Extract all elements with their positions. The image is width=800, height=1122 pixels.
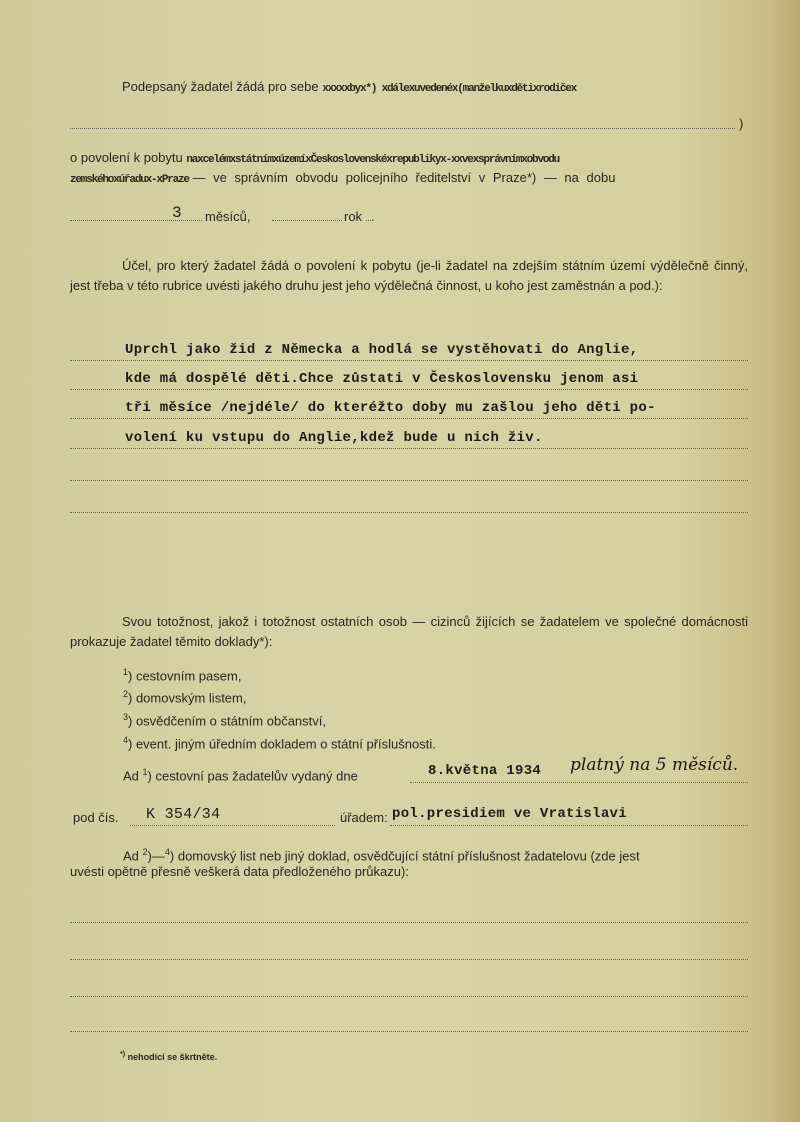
months-label: měsíců, [205, 209, 251, 224]
dotted-line [130, 825, 335, 826]
dotted-line [70, 360, 748, 361]
doc-item: $^2$) domovským listem, [123, 689, 247, 706]
struck-text: naxcelémxstátnímxúzemíxČeskoslovenskéxrepublikyx-xxvexsprávnímxobvodu [186, 154, 560, 166]
doc-item: $^3$) osvědčením o státním občanství, [123, 712, 326, 729]
dotted-line [70, 959, 748, 960]
domicile-label-2: uvésti opětně přesně veškerá data předloženého průkazu): [70, 864, 409, 879]
passport-number: K 354/34 [146, 806, 221, 823]
permit-line-2 [70, 170, 615, 186]
dotted-line [70, 448, 748, 449]
passport-date: 8.května 1934 [428, 763, 542, 779]
months-value: 3 [172, 204, 182, 222]
purpose-line: volení ku vstupu do Anglie,kdež bude u nich živ. [125, 430, 543, 446]
purpose-line: Uprchl jako žid z Německa a hodlá se vystěhovati do Anglie, [125, 342, 639, 358]
dotted-line [70, 220, 202, 221]
dotted-line [70, 480, 748, 481]
paren: ) [739, 116, 744, 131]
dotted-line [390, 825, 748, 826]
domicile-label: Ad $^2$)—$^4$) domovský list neb jiný doklad, osvědčující státní příslušnost žadatelovu (zde jest [123, 847, 640, 864]
identity-label: Svou totožnost, jakož i totožnost ostatních osob — cizinců žijících se žadatelem ve společné domácnosti prokazuje žadatel těmito doklady*): [70, 614, 748, 649]
dotted-line [410, 782, 748, 783]
period: . [371, 209, 375, 224]
permit-line [70, 150, 559, 166]
dotted-line [70, 512, 748, 513]
dotted-line [70, 996, 748, 997]
dotted-line [70, 922, 748, 923]
dotted-line [70, 418, 748, 419]
applicant-label: Podepsaný žadatel žádá pro sebe [122, 79, 319, 94]
doc-item: $^1$) cestovním pasem, [123, 667, 242, 684]
applicant-line [122, 79, 576, 95]
struck-text: xxxxxbyx*) xdálexuvedenéx(manželkuxdětixrodičex [322, 83, 577, 95]
number-label: pod čís. [73, 810, 119, 825]
district-text: — ve správním obvodu policejního ředitelství v Praze*) — na dobu [192, 170, 616, 185]
footnote: *) nehodící se škrtněte. [120, 1051, 218, 1062]
passport-label: Ad $^1$) cestovní pas žadatelův vydaný dne [123, 767, 358, 784]
purpose-label: Účel, pro který žadatel žádá o povolení k pobytu (je-li žadatel na zdejším státním území výdělečně činný, jest třeba v této rubrice uvésti jakého druhu jest jeho výdělečná činnost, u koho jest zaměstnán a pod.): [70, 258, 748, 293]
handwritten-note: platný na 5 měsíců. [570, 755, 739, 775]
dotted-line [272, 220, 342, 221]
permit-label: o povolení k pobytu [70, 150, 183, 165]
purpose-line: tři měsíce /nejdéle/ do kteréžto doby mu zašlou jeho děti po- [125, 400, 656, 416]
dotted-line [70, 1031, 748, 1032]
purpose-line: kde má dospělé děti.Chce zůstati v Československu jenom asi [125, 371, 639, 387]
passport-office: pol.presidiem ve Vratislavi [392, 806, 627, 822]
dotted-line [70, 128, 735, 129]
dotted-line [70, 389, 748, 390]
years-label: rok [344, 209, 363, 224]
struck-text: zemskéhoxúřadux-xPraze [70, 174, 189, 186]
office-label: úřadem: [340, 810, 388, 825]
doc-item: $^4$) event. jiným úředním dokladem o státní příslušnosti. [123, 735, 436, 752]
